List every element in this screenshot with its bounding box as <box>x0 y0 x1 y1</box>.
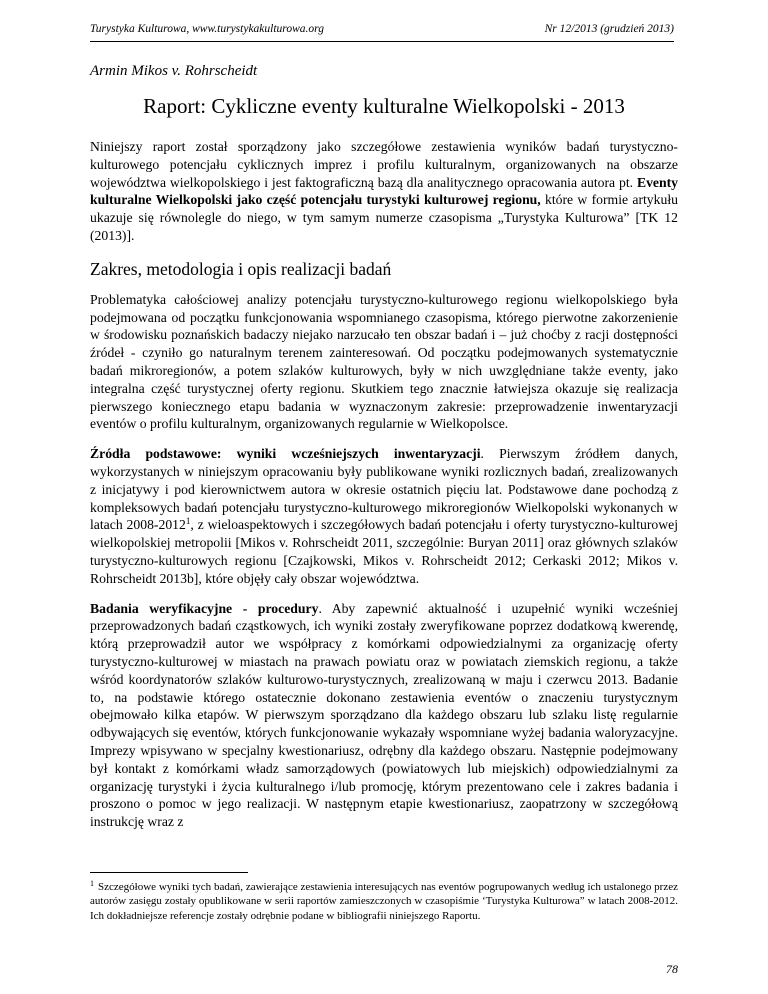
issue-number: Nr 12/2013 (grudzień 2013) <box>544 23 674 35</box>
page-number: 78 <box>666 962 678 976</box>
journal-name: Turystyka Kulturowa, www.turystykakulturowa.org <box>90 23 324 35</box>
footnote <box>90 880 678 923</box>
footnote-number: 1 <box>90 879 94 888</box>
paragraph-verification: Badania weryfikacyjne - procedury. Aby zapewnić aktualność i uzupełnić wyniki wcześniej przeprowadzonych badań cząstkowych, ich wyniki zostały zweryfikowane poprzez dodatkową kwerendę, którą przeprowadził autor we współpracy z komórkami odpowiedzialnymi za organizację oferty turystyczno-kulturowej w miastach na prawach powiatu oraz w powiatach ziemskich regionu, a także wśród koordynatorów szlaków kulturowo-turystycznych, zrealizowaną w maju i czerwcu 2013. Badanie to, na podstawie którego ostatecznie dokonano zestawienia eventów o znaczeniu turystycznym obejmowało kilka etapów. W pierwszym sporządzano dla każdego obszaru lub szlaku listę regularnie odbywających się eventów, których funkcjonowanie wykazały wspomniane wyżej badania waloryzacyjne. Imprezy wpisywano w specjalny kwestionariusz, odrębny dla każdego obszaru. Następnie podejmowany był kontakt z komórkami władz samorządowych (powiatowych lub miejskich) odpowiedzialnymi za organizację turystyki i życia kulturalnego i/lub promocję, którym prezentowano cele i zakres badania i proszono o pomoc w jego realizacji. W następnym etapie kwestionariusz, zaopatrzony w szczegółową instrukcję wraz z <box>90 600 678 830</box>
intro-bold-title: Eventy kulturalne Wielkopolski jako część potencjału turystyki kulturowej regionu, <box>90 174 678 208</box>
article-title: Raport: Cykliczne eventy kulturalne Wielkopolski - 2013 <box>143 94 625 118</box>
running-header <box>90 22 674 42</box>
section-heading: Zakres, metodologia i opis realizacji badań <box>90 258 392 279</box>
paragraph-sources-lead: Źródła podstawowe: wyniki wcześniejszych inwentaryzacji <box>90 446 481 462</box>
paragraph-verification-lead: Badania weryfikacyjne - procedury <box>90 600 319 616</box>
article-author: Armin Mikos v. Rohrscheidt <box>90 63 258 79</box>
paragraph-scope: Problematyka całościowej analizy potencjału turystyczno-kulturowego regionu wielkopolskiego była podejmowana od początku funkcjonowania wspomnianego czasopisma, którego pierwotne zakorzenienie w środowisku poznańskich badaczy niejako narzucało ten obszar badań i – już choćby z racji dostępności źródeł - czyniło go naturalnym terenem zainteresowań. Od początku podejmowanych systematycznie badań mikroregionów, a potem szlaków kulturowych, były w nich uwzględniane także eventy, jako integralna część turystycznej oferty regionu. Skutkiem tego znacznie łatwiejsza okazuje się realizacja pierwszego koniecznego etapu badania w wyznaczonym zakresie: przeprowadzenie inwentaryzacji eventów o profilu kulturalnym, organizowanych regularnie w Wielkopolsce. <box>90 291 678 432</box>
footnote-divider <box>90 872 248 873</box>
footnote-text: Szczegółowe wyniki tych badań, zawierające zestawienia interesujących nas eventów pogrupowanych według ich ustalonego przez autorów zasięgu zostały opublikowane w serii raportów zamieszczonych w czasopiśmie ‘Turystyka Kulturowa” w latach 2008-2012. Ich dokładniejsze referencje zostały odrębnie podane w bibliografii niniejszego Raportu. <box>90 881 678 922</box>
intro-paragraph: Niniejszy raport został sporządzony jako szczegółowe zestawienia wyników badań turystyczno-kulturowego potencjału cyklicznych imprez i profilu kulturalnym, organizowanych na obszarze województwa wielkopolskiego i jest faktograficzną bazą dla analitycznego opracowania autora pt. Eventy kulturalne Wielkopolski jako część potencjału turystyki kulturowej regionu, które w formie artykułu ukazuje się równolegle do niego, w tym samym numerze czasopisma „Turystyka Kulturowa” [TK 12 (2013)]. <box>90 139 678 243</box>
article-body <box>90 138 678 843</box>
footnote-ref[interactable]: 1 <box>185 516 191 527</box>
paragraph-sources: Źródła podstawowe: wyniki wcześniejszych inwentaryzacji. Pierwszym źródłem danych, wykorzystanych w niniejszym opracowaniu były publikowane wyniki rozlicznych badań, zrealizowanych z inicjatywy i pod kierownictwem autora w okresie ostatnich pięciu lat. Podstawowe dane pochodzą z kompleksowych badań potencjału turystyczno-kulturowego mikroregionów Wielkopolski wykonanych w latach 2008-2012$^1$, z wieloaspektowych i szczegółowych badań potencjału i oferty turystyczno-kulturowej wielkopolskiej metropolii [Mikos v. Rohrscheidt 2011, szczególnie: Buryan 2011] oraz głównych szlaków turystyczno-kulturowych regionu [Czajkowski, Mikos v. Rohrscheidt 2012; Cerkaski 2012; Mikos v. Rohrscheidt 2013b], które objęły cały obszar województwa. <box>90 446 679 586</box>
